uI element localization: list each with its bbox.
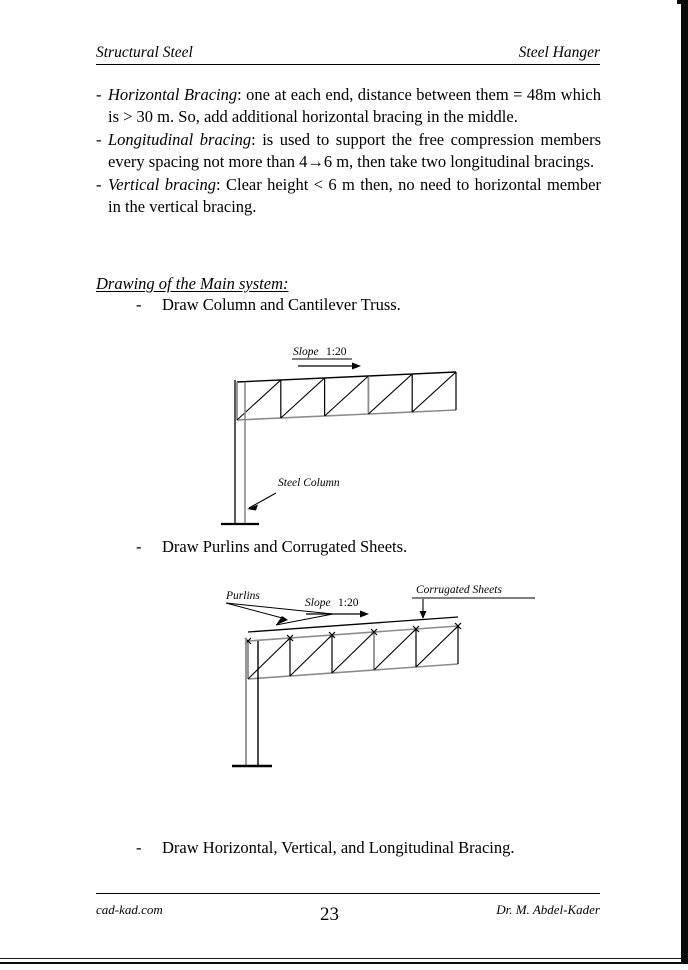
bullet-body: : Clear height < 6 m then, no need to horizontal member in the vertical bracing. [108, 174, 601, 217]
step-marker: - [136, 537, 142, 556]
slope-label-italic: Slope [305, 597, 331, 609]
bullet-marker: - [96, 174, 102, 194]
bullet-text [108, 174, 601, 219]
corrugated-sheets-label: Corrugated Sheets [416, 584, 502, 596]
purlins-label: Purlins [226, 590, 260, 602]
bullet-body: : is used to support the free compression members every spacing not more than 4→6 m, then take two longitudinal bracings. [108, 129, 601, 172]
steel-column-leader-arrow [247, 505, 258, 511]
step-item-draw-bracing [136, 838, 515, 858]
scan-edge-bottom [0, 962, 688, 964]
bullet-text [108, 84, 601, 129]
page-number: 23 [320, 904, 339, 925]
step-text: Draw Horizontal, Vertical, and Longitudinal Bracing. [162, 838, 515, 857]
truss-diagonal [248, 638, 290, 679]
corrugated-sheets-leader-arrow [420, 611, 427, 619]
truss-bottom-chord [248, 664, 458, 679]
truss-diagonal [416, 626, 458, 667]
figure-2-drawing [190, 575, 550, 780]
truss-diagonal [374, 629, 416, 670]
step-item-draw-column-truss [136, 295, 401, 315]
bullet-text [108, 129, 601, 174]
step-marker: - [136, 295, 142, 314]
slope-label-value: 1:20 [338, 597, 359, 609]
slope-label-value: 1:20 [326, 346, 347, 358]
footer-author: Dr. M. Abdel-Kader [496, 902, 600, 917]
footer-rule [96, 893, 600, 894]
purlins-leader-line [226, 603, 286, 619]
bullet-item [96, 129, 601, 174]
bullet-marker: - [96, 85, 102, 104]
bullet-term: Vertical bracing [108, 174, 217, 194]
step-item-draw-purlins-sheets [136, 537, 407, 557]
bullet-term: Horizontal Bracing [108, 85, 238, 104]
figure-1-drawing [190, 338, 490, 538]
truss-top-chord [237, 372, 456, 382]
truss-bottom-chord [237, 410, 456, 420]
bullet-body: : one at each end, distance between them = 48m which is > 30 m. So, add additional horizontal bracing in the middle. [108, 85, 601, 127]
truss-diagonal [368, 374, 412, 414]
step-marker: - [136, 838, 142, 857]
slope-arrow-head [360, 611, 369, 618]
truss-diagonal [237, 380, 281, 420]
truss-top-chord [248, 626, 458, 641]
section-heading: Drawing of the Main system: [96, 274, 289, 293]
footer-site: cad-kad.com [96, 902, 163, 917]
scan-edge-bottom-secondary [0, 958, 684, 959]
scan-edge-right [681, 0, 688, 962]
truss-diagonal [325, 376, 369, 416]
bullet-item [96, 174, 601, 219]
scan-edge-corner-mark [677, 0, 681, 4]
bullet-marker: - [96, 129, 102, 149]
running-head-right: Steel Hanger [518, 44, 600, 61]
step-text: Draw Column and Cantilever Truss. [162, 295, 401, 314]
figure-column-cantilever-truss [190, 338, 490, 538]
slope-arrow-head [352, 363, 361, 370]
truss-diagonal [412, 372, 456, 412]
bullet-term: Longitudinal bracing [108, 129, 252, 149]
step-text: Draw Purlins and Corrugated Sheets. [162, 537, 408, 556]
steel-column-leader-line [249, 493, 276, 508]
truss-diagonal [281, 378, 325, 418]
page-footer [96, 898, 600, 925]
running-head [96, 44, 600, 65]
body-text-block [96, 84, 601, 219]
bullet-item [96, 84, 601, 129]
figure-purlins-corrugated-sheets [190, 575, 550, 780]
slope-label-italic: Slope [293, 346, 319, 358]
steel-column-label: Steel Column [278, 477, 340, 489]
running-head-left: Structural Steel [96, 44, 193, 61]
truss-diagonal [332, 632, 374, 673]
truss-diagonal [290, 635, 332, 676]
